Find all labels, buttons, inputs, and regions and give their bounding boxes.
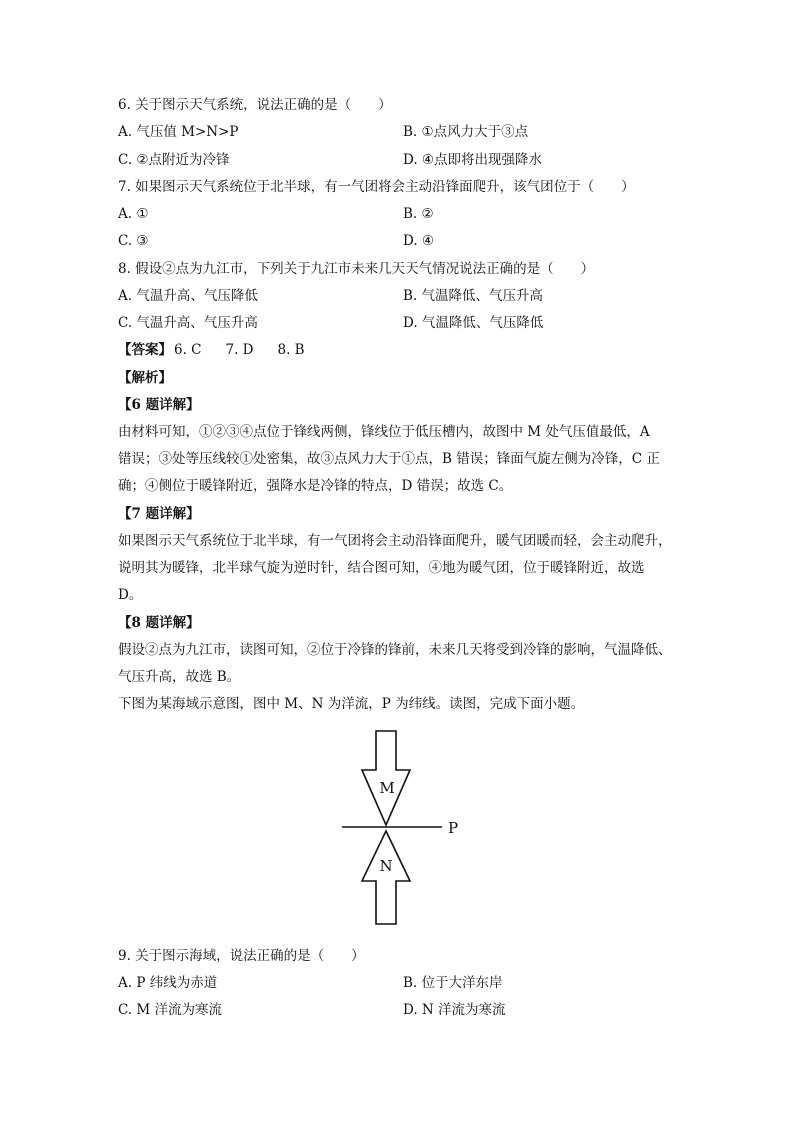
current-n-label: N	[379, 857, 393, 875]
answer-label: 【答案】	[118, 342, 172, 358]
q9-option-d: D. N 洋流为寒流	[403, 1002, 506, 1018]
figure-intro: 下图为某海域示意图，图中 M、N 为洋流，P 为纬线。读图，完成下面小题。	[118, 696, 585, 712]
q8-stem: 8. 假设②点为九江市，下列关于九江市未来几天天气情况说法正确的是（ ）	[118, 261, 595, 277]
answer-line	[118, 340, 329, 360]
detail-6-line-3: 确；④侧位于暖锋附近，强降水是冷锋的特点，D 错误；故选 C。	[118, 478, 513, 494]
detail-7-label: 【7 题详解】	[118, 506, 200, 522]
q6-option-a: A. 气压值 M>N>P	[118, 124, 239, 140]
current-m-arrow	[362, 731, 410, 825]
detail-8-line-1: 假设②点为九江市，读图可知，②位于冷锋的锋前，未来几天将受到冷锋的影响，气温降低、	[118, 642, 672, 658]
analysis-label: 【解析】	[118, 370, 172, 386]
q9-option-c: C. M 洋流为寒流	[118, 1002, 223, 1018]
q8-option-d: D. 气温降低、气压降低	[403, 315, 544, 331]
q6-option-c: C. ②点附近为冷锋	[118, 152, 230, 168]
detail-7-line-1: 如果图示天气系统位于北半球，有一气团将会主动沿锋面爬升，暖气团暖而轻，会主动爬升，	[118, 533, 672, 549]
q7-option-d: D. ④	[403, 233, 435, 249]
q9-option-a: A. P 纬线为赤道	[118, 975, 218, 991]
detail-6-label: 【6 题详解】	[118, 397, 200, 413]
detail-7-line-2: 说明其为暖锋，北半球气旋为逆时针，结合图可知，④地为暖气团，位于暖锋附近，故选	[118, 560, 645, 576]
detail-7-line-3: D。	[118, 587, 143, 603]
detail-8-label: 【8 题详解】	[118, 615, 200, 631]
detail-8-line-2: 气压升高，故选 B。	[118, 669, 241, 685]
q8-option-a: A. 气温升高、气压降低	[118, 288, 258, 304]
q6-stem: 6. 关于图示天气系统，说法正确的是（ ）	[118, 97, 392, 113]
ocean-currents-figure	[330, 725, 470, 930]
detail-6-line-1: 由材料可知，①②③④点位于锋线两侧，锋线位于低压槽内，故图中 M 处气压值最低，A	[118, 424, 650, 440]
q7-option-a: A. ①	[118, 206, 149, 222]
q9-stem: 9. 关于图示海域，说法正确的是（ ）	[118, 948, 365, 964]
q7-stem: 7. 如果图示天气系统位于北半球，有一气团将会主动沿锋面爬升，该气团位于（ ）	[118, 179, 635, 195]
q7-option-c: C. ③	[118, 233, 149, 249]
q9-option-b: B. 位于大洋东岸	[403, 975, 503, 991]
q8-option-b: B. 气温降低、气压升高	[403, 288, 544, 304]
q6-option-b: B. ①点风力大于③点	[403, 124, 529, 140]
answer-6: 6. C	[174, 342, 202, 358]
q7-option-b: B. ②	[403, 206, 434, 222]
latitude-p-label: P	[448, 819, 459, 837]
current-m-label: M	[379, 779, 395, 797]
q6-option-d: D. ④点即将出现强降水	[403, 152, 543, 168]
q8-option-c: C. 气温升高、气压升高	[118, 315, 258, 331]
answer-7: 7. D	[225, 342, 254, 358]
answer-8: 8. B	[277, 342, 305, 358]
detail-6-line-2: 错误；③处等压线较①处密集，故③点风力大于①点，B 错误；锋面气旋左侧为冷锋，C 正	[118, 451, 660, 467]
current-n-arrow	[362, 831, 410, 924]
